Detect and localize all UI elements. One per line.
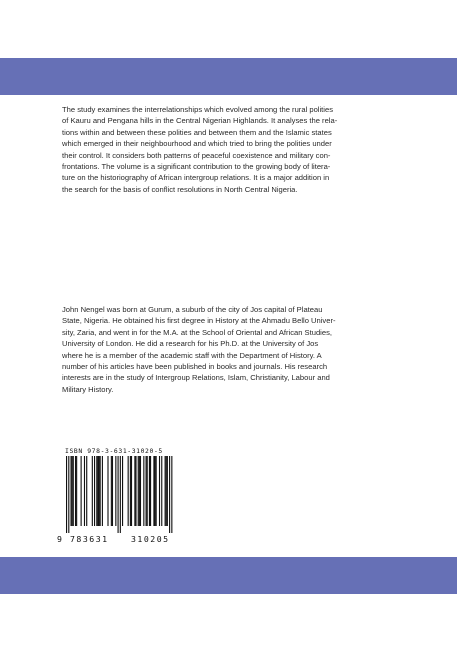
barcode-bar — [147, 456, 148, 526]
bio-line: State, Nigeria. He obtained his first degree in History at the Ahmadu Bello Univer- — [62, 316, 336, 326]
barcode-bar — [94, 456, 95, 526]
bio-line: Military History. — [62, 384, 114, 394]
barcode-bar — [66, 456, 67, 533]
ean-first-digit: 9 — [57, 534, 62, 544]
barcode-bar — [171, 456, 172, 533]
bio-line: University of London. He did a research for his Ph.D. at the University of Jos — [62, 339, 319, 349]
barcode-bar — [122, 456, 123, 526]
bio-line: John Nengel was born at Gurum, a suburb of the city of Jos capital of Plateau — [62, 305, 323, 314]
isbn-barcode — [57, 447, 197, 545]
barcode-bar — [115, 456, 116, 526]
barcode-bar — [131, 456, 132, 526]
barcode-bar — [154, 456, 155, 526]
barcode-bar — [100, 456, 101, 526]
top-color-band — [0, 58, 457, 95]
barcode-bar — [159, 456, 160, 526]
barcode-bar — [98, 456, 99, 526]
barcode-bar — [86, 456, 87, 526]
synopsis-line: The study examines the interrelationships which evolved among the rural polities — [62, 105, 333, 114]
barcode-bar — [130, 456, 131, 526]
synopsis-paragraph — [62, 104, 408, 195]
barcode-bar — [111, 456, 112, 526]
barcode-bar — [68, 456, 69, 533]
barcode-bar — [70, 456, 71, 526]
ean-right-digits: 310205 — [131, 534, 170, 544]
barcode-bar — [75, 456, 76, 526]
barcode-bar — [150, 456, 151, 526]
barcode-bar — [146, 456, 147, 526]
bottom-color-band — [0, 557, 457, 594]
barcode-bar — [118, 456, 119, 533]
barcode-bar — [156, 456, 157, 526]
barcode-bar — [138, 456, 139, 526]
bio-line: number of his articles have been published in books and journals. His research — [62, 362, 328, 372]
barcode-bar — [143, 456, 144, 526]
barcode-bar — [153, 456, 154, 526]
barcode-bar — [167, 456, 168, 526]
barcode-bar — [169, 456, 170, 533]
barcode-bar — [92, 456, 93, 526]
barcode-bar — [140, 456, 141, 526]
barcode-bar — [102, 456, 103, 526]
barcode-bar — [84, 456, 85, 526]
barcode-bar — [97, 456, 98, 526]
synopsis-line: their control. It considers both patterns of peaceful coexistence and military con- — [62, 150, 331, 160]
barcode-bar — [72, 456, 73, 526]
synopsis-line: frontations. The volume is a significant contribution to the growing body of litera- — [62, 162, 331, 172]
bio-line: where he is a member of the academic staff with the Department of History. A — [62, 350, 322, 360]
barcode-bar — [139, 456, 140, 526]
barcode-bar — [107, 456, 108, 526]
synopsis-line: which emerged in their neighbourhood and which tried to bring the polities under — [62, 139, 332, 149]
synopsis-line: tions within and between these polities and between them and the Islamic states — [62, 127, 332, 137]
bio-line: sity, Zaria, and went in for the M.A. at the School of Oriental and African Studies, — [62, 327, 332, 337]
barcode-bar — [76, 456, 77, 526]
barcode-bar — [128, 456, 129, 526]
isbn-label: ISBN 978-3-631-31020-5 — [65, 447, 163, 455]
ean-left-digits: 783631 — [70, 534, 109, 544]
barcode-bar — [120, 456, 121, 533]
barcode-bar — [166, 456, 167, 526]
barcode-bar — [135, 456, 136, 526]
author-bio-paragraph — [62, 304, 408, 395]
barcode-bar — [134, 456, 135, 526]
barcode-bar — [81, 456, 82, 526]
synopsis-line: ture on the historiography of African intergroup relations. It is a major addition in — [62, 173, 330, 183]
barcode-bar — [73, 456, 74, 526]
barcode-bars — [57, 456, 177, 536]
barcode-bar — [96, 456, 97, 526]
barcode-bar — [149, 456, 150, 526]
synopsis-line: the search for the basis of conflict resolutions in North Central Nigeria. — [62, 184, 298, 194]
synopsis-line: of Kauru and Pengana hills in the Central Nigerian Highlands. It analyses the rela- — [62, 116, 338, 126]
barcode-bar — [165, 456, 166, 526]
barcode-bar — [161, 456, 162, 526]
bio-line: interests are in the study of Intergroup Relations, Islam, Christianity, Labour and — [62, 373, 330, 383]
barcode-bar — [112, 456, 113, 526]
